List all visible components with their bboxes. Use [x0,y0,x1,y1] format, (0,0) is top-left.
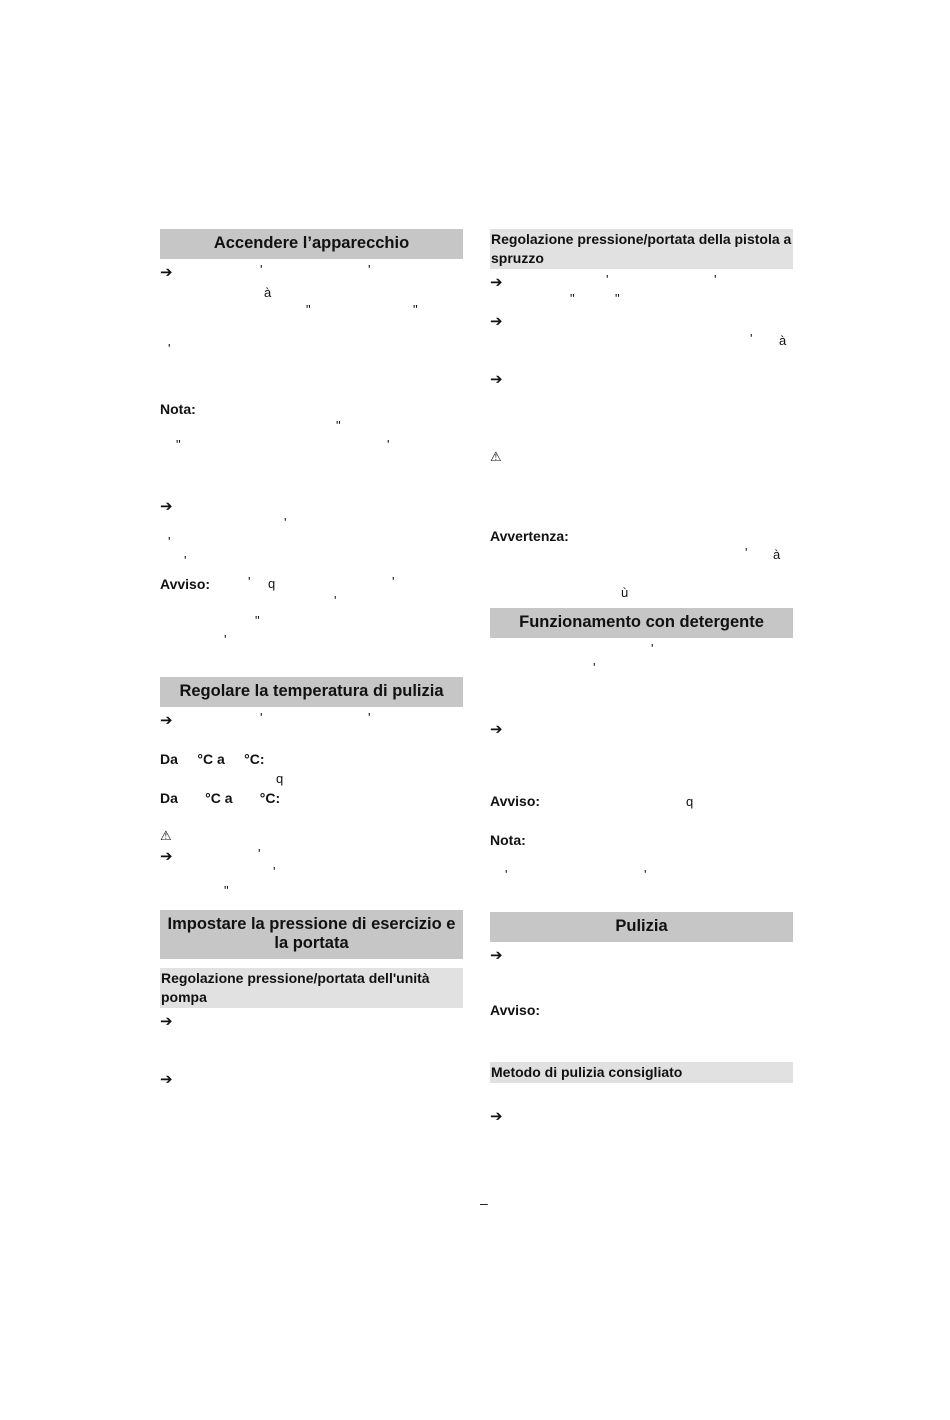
arrow-icon: ➔ [490,947,503,964]
heading-detergente: Funzionamento con detergente [490,608,793,638]
stray-apostrophe: ' [184,553,187,568]
stray-char: q [686,794,694,809]
subheading-pistola: Regolazione pressione/portata della pistola a spruzzo [490,229,793,269]
warning-icon: ⚠ [160,828,172,843]
arrow-icon: ➔ [490,313,503,330]
stray-char: ù [621,585,629,600]
arrow-icon: ➔ [160,848,173,865]
stray-apostrophe: ' [593,660,596,675]
arrow-icon: ➔ [160,498,173,515]
stray-apostrophe: ' [750,331,753,346]
heading-temperatura: Regolare la temperatura di pulizia [160,677,463,707]
nota-label: Nota: [160,401,196,417]
stray-apostrophe: ' [260,262,263,277]
stray-apostrophe: ' [260,710,263,725]
stray-char: q [268,576,276,591]
stray-apostrophe: ' [505,867,508,882]
subheading-metodo: Metodo di pulizia consigliato [490,1062,793,1083]
arrow-icon: ➔ [160,1013,173,1030]
avviso-label: Avviso: [490,1002,541,1018]
stray-quote: " [570,291,575,306]
stray-char: à [779,333,787,348]
avviso-label: Avviso: [160,576,211,592]
stray-apostrophe: ' [284,515,287,530]
stray-apostrophe: ' [368,262,371,277]
stray-char: à [264,285,272,300]
stray-quote: " [306,302,311,317]
stray-apostrophe: ' [714,272,717,287]
heading-pressione: Impostare la pressione di esercizio e la portata [160,910,463,959]
temperature-range-1: Da °C a °C: [160,751,265,767]
stray-apostrophe: ' [258,846,261,861]
stray-char: à [773,547,781,562]
stray-quote: " [336,418,341,433]
nota-label: Nota: [490,832,526,848]
stray-char: q [276,771,284,786]
stray-apostrophe: ' [387,437,390,452]
arrow-icon: ➔ [160,1071,173,1088]
arrow-icon: ➔ [490,1108,503,1125]
stray-apostrophe: ' [273,864,276,879]
stray-apostrophe: ' [651,641,654,656]
stray-quote: " [615,291,620,306]
arrow-icon: ➔ [490,371,503,388]
arrow-icon: ➔ [160,712,173,729]
stray-apostrophe: ' [168,534,171,549]
stray-apostrophe: ' [334,593,337,608]
stray-apostrophe: ' [644,867,647,882]
avviso-label: Avviso: [490,793,541,809]
stray-apostrophe: ' [224,632,227,647]
arrow-icon: ➔ [490,274,503,291]
stray-apostrophe: ' [606,272,609,287]
warning-icon: ⚠ [490,449,502,464]
stray-apostrophe: ' [168,341,171,356]
stray-apostrophe: ' [368,710,371,725]
stray-quote: " [176,437,181,452]
arrow-icon: ➔ [490,721,503,738]
stray-quote: " [413,302,418,317]
stray-quote: " [255,613,260,628]
temperature-range-2: Da °C a °C: [160,790,281,806]
heading-accendere: Accendere l’apparecchio [160,229,463,259]
stray-apostrophe: ' [248,574,251,589]
heading-pulizia: Pulizia [490,912,793,942]
subheading-pompa: Regolazione pressione/portata dell'unità pompa [160,968,463,1008]
arrow-icon: ➔ [160,264,173,281]
avvertenza-label: Avvertenza: [490,528,569,544]
stray-apostrophe: ' [745,545,748,560]
page-number: – [480,1195,488,1211]
stray-quote: " [224,883,229,898]
stray-apostrophe: ' [392,574,395,589]
